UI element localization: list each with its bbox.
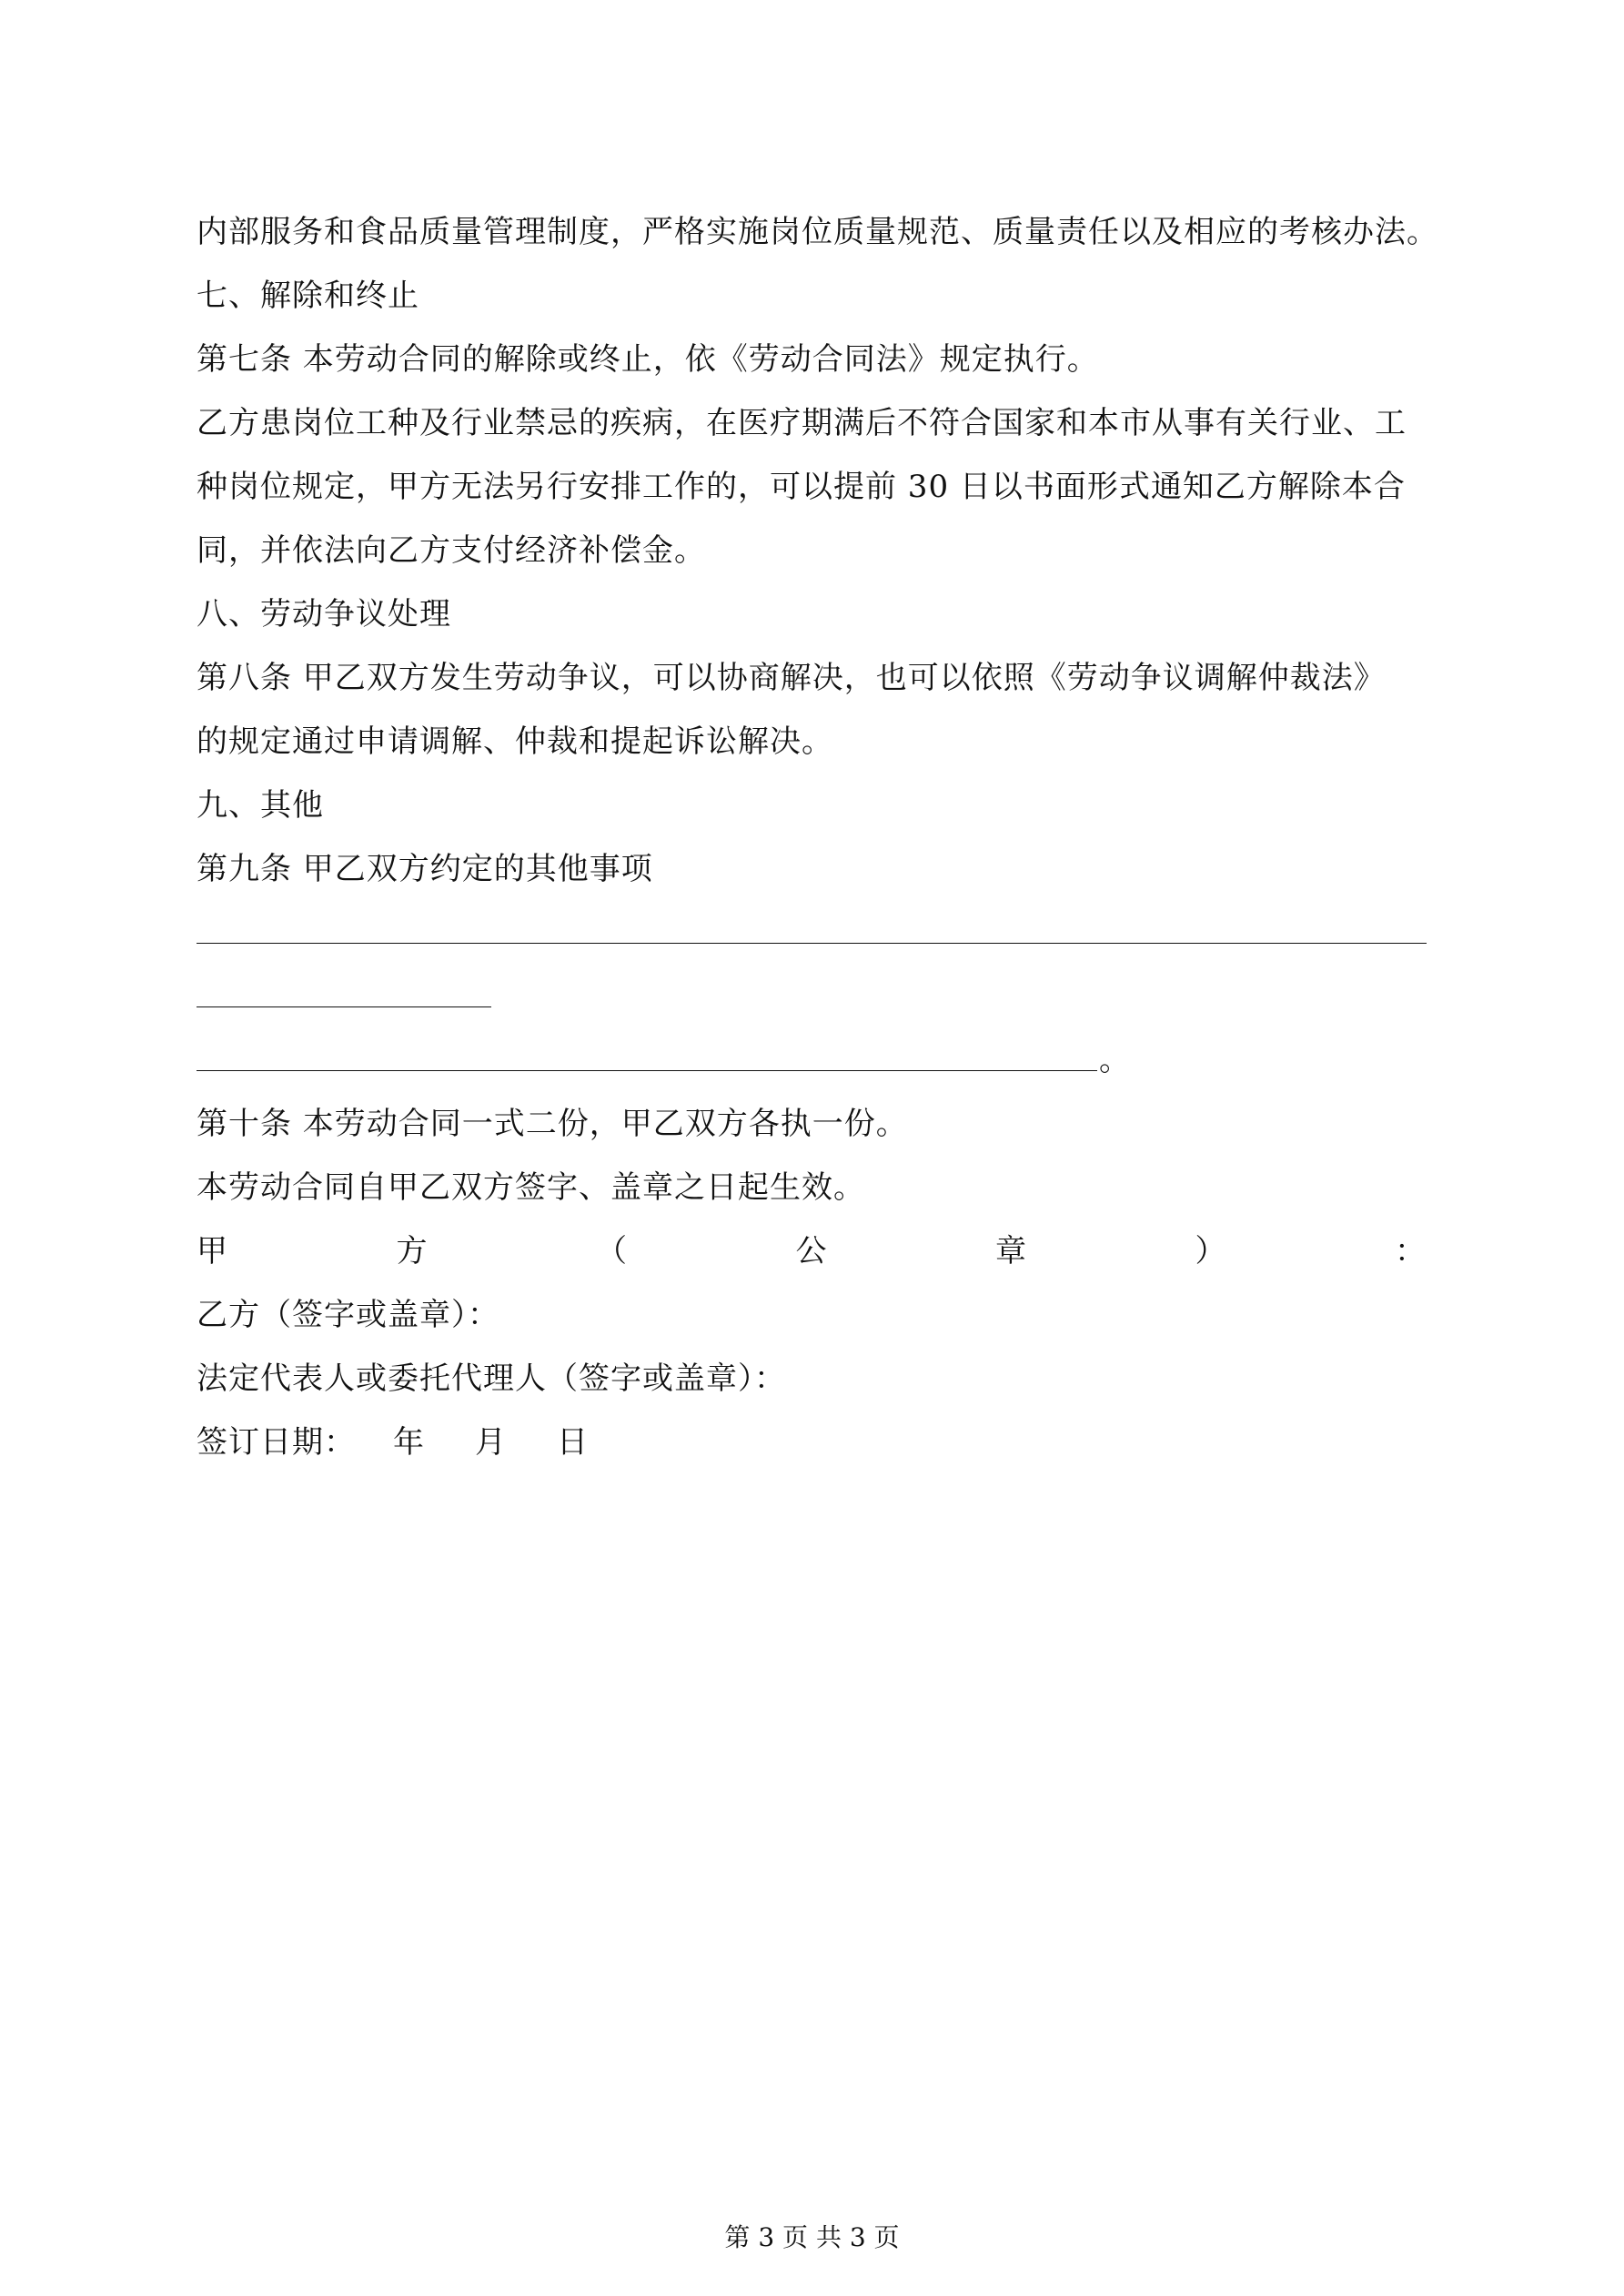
party-a-signature-line xyxy=(197,1219,1427,1283)
article-10: 第十条 本劳动合同一式二份，甲乙双方各执一份。 xyxy=(197,1106,908,1142)
document-body xyxy=(197,200,1439,1474)
article-9: 第九条 甲乙双方约定的其他事项 xyxy=(197,851,653,887)
blank-line-1 xyxy=(197,901,1439,965)
party-a-char: 方 xyxy=(396,1233,429,1269)
page-footer: 第 3 页 共 3 页 xyxy=(724,2222,900,2252)
effective-clause: 本劳动合同自甲乙双方签字、盖章之日起生效。 xyxy=(197,1169,865,1206)
date-day-label: 日 xyxy=(557,1424,589,1461)
fill-in-blank xyxy=(197,1047,1097,1071)
article-8-line-2: 的规定通过申请调解、仲裁和提起诉讼解决。 xyxy=(197,723,833,760)
section-heading-other: 九、其他 xyxy=(197,787,324,824)
party-b-signature-line: 乙方（签字或盖章）： xyxy=(197,1297,499,1333)
paragraph-illness-line-2: 种岗位规定，甲方无法另行安排工作的，可以提前 30 日以书面形式通知乙方解除本合 xyxy=(197,469,1406,505)
party-a-char: （ xyxy=(596,1233,628,1269)
section-heading-termination: 七、解除和终止 xyxy=(197,278,419,314)
party-a-char: ） xyxy=(1195,1233,1227,1269)
fill-in-blank xyxy=(197,919,1427,944)
paragraph-illness-line-3: 同，并依法向乙方支付经济补偿金。 xyxy=(197,532,706,569)
representative-signature-line: 法定代表人或委托代理人（签字或盖章）： xyxy=(197,1360,786,1397)
article-8-line-1: 第八条 甲乙双方发生劳动争议，可以协商解决，也可以依照《劳动争议调解仲裁法》 xyxy=(197,660,1386,696)
party-a-char: 章 xyxy=(995,1233,1027,1269)
party-a-char: ： xyxy=(1395,1233,1427,1269)
fill-in-blank xyxy=(197,983,491,1007)
blank-end-punctuation: 。 xyxy=(1099,1042,1130,1078)
date-label: 签订日期： xyxy=(197,1424,356,1461)
paragraph-illness-line-1: 乙方患岗位工种及行业禁忌的疾病，在医疗期满后不符合国家和本市从事有关行业、工 xyxy=(197,405,1407,441)
blank-line-2 xyxy=(197,965,1439,1028)
party-a-char: 公 xyxy=(795,1233,828,1269)
date-month-label: 月 xyxy=(475,1424,507,1461)
article-7: 第七条 本劳动合同的解除或终止，依《劳动合同法》规定执行。 xyxy=(197,341,1099,378)
party-a-char: 甲 xyxy=(197,1233,228,1269)
paragraph-quality: 内部服务和食品质量管理制度，严格实施岗位质量规范、质量责任以及相应的考核办法。 xyxy=(197,214,1438,250)
signing-date-line xyxy=(197,1411,1439,1474)
section-heading-dispute: 八、劳动争议处理 xyxy=(197,596,451,632)
blank-line-3 xyxy=(197,1028,1439,1092)
date-year-label: 年 xyxy=(393,1424,425,1461)
